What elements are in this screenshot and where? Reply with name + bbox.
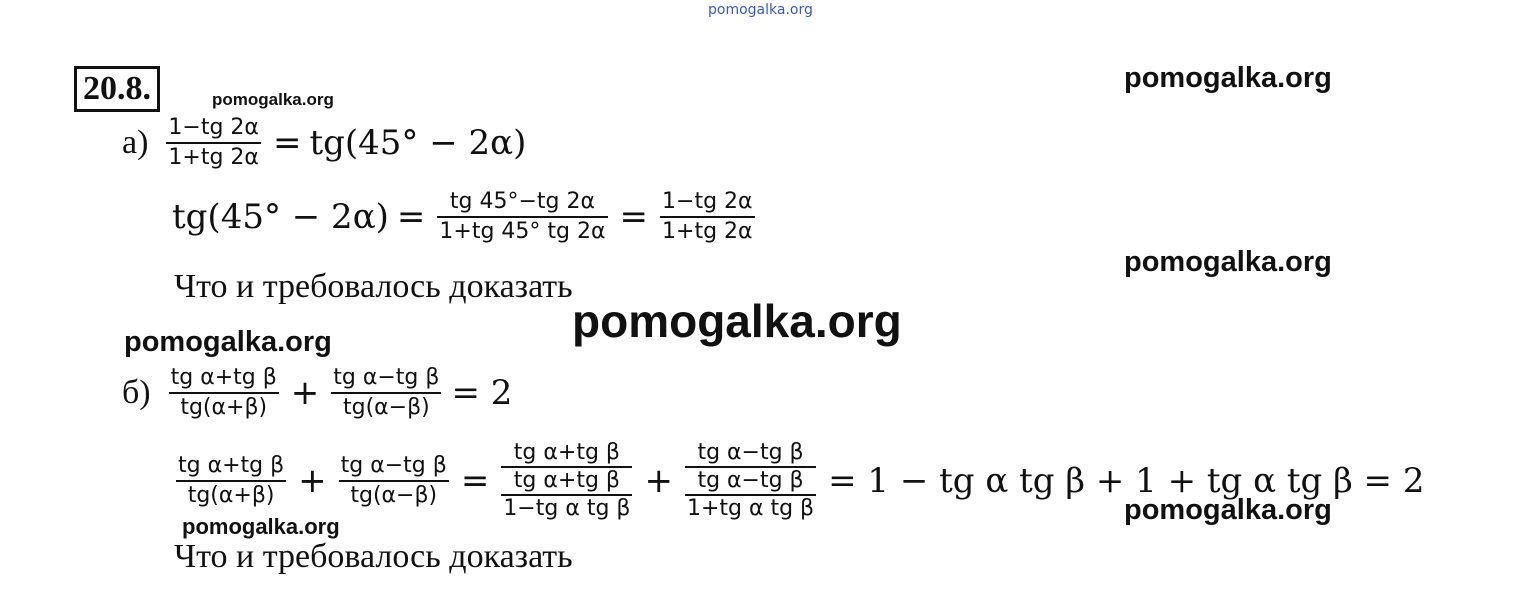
part-b-line2-fraction-1 [176, 452, 286, 510]
fraction-numerator: tg α−tg β [340, 453, 447, 478]
part-a-line2-fraction-1 [437, 188, 607, 246]
fraction-numerator: tg α−tg β [333, 365, 440, 390]
part-b-rhs: = 2 [451, 373, 513, 413]
part-b-line2-nested-fraction-2 [685, 440, 816, 522]
part-b-fraction-1 [169, 364, 279, 422]
part-b-fraction-2 [331, 364, 441, 422]
part-a-line2-fraction-2 [660, 188, 755, 246]
part-a-rhs: tg(45° − 2α) [309, 123, 527, 163]
watermark-right-3: pomogalka.org [1124, 494, 1332, 526]
watermark-left-mid: pomogalka.org [124, 326, 332, 358]
part-a-label: а) [122, 124, 149, 161]
fraction-numerator: tg 45°−tg 2α [449, 189, 596, 214]
fraction-denominator: 1−tg α tg β [503, 496, 631, 521]
watermark-right-2: pomogalka.org [1124, 246, 1332, 278]
watermark-left-bottom: pomogalka.org [182, 514, 340, 539]
equals-sign: = [272, 123, 302, 163]
part-b-line2-result: = 1 − tg α tg β + 1 + tg α tg β = 2 [828, 461, 1425, 501]
plus-sign: + [290, 373, 320, 413]
fraction-denominator: tg(α+β) [180, 395, 268, 420]
part-b-conclusion: Что и требовалось доказать [174, 538, 573, 575]
fraction-numerator: 1−tg 2α [662, 189, 753, 214]
part-a-line2-lhs: tg(45° − 2α) [172, 197, 389, 237]
plus-sign: + [644, 461, 673, 501]
fraction-denominator: tg(α−β) [350, 483, 438, 508]
fraction-denominator: tg(α+β) [187, 483, 275, 508]
fraction-numerator: tg α+tg β [513, 440, 620, 465]
part-b-line2-nested-fraction-1 [501, 440, 632, 522]
equals-sign: = [460, 461, 490, 501]
part-b-line-2 [172, 440, 1425, 522]
problem-number: 20.8. [74, 66, 160, 112]
equals-sign: = [396, 197, 426, 237]
watermark-small-header: pomogalka.org [212, 90, 334, 109]
part-a-conclusion: Что и требовалось доказать [174, 268, 573, 305]
fraction-denominator: 1+tg 2α [168, 145, 259, 170]
plus-sign: + [298, 461, 327, 501]
part-a-line-1 [122, 114, 526, 172]
watermark-top: pomogalka.org [708, 2, 813, 18]
fraction-numerator: tg α−tg β [697, 440, 804, 465]
fraction-numerator: 1−tg 2α [168, 115, 259, 140]
fraction-numerator: tg α+tg β [178, 453, 285, 478]
watermark-right-1: pomogalka.org [1124, 62, 1332, 94]
watermark-center: pomogalka.org [572, 295, 902, 347]
fraction-denominator: 1+tg α tg β [686, 496, 815, 521]
fraction-denominator: 1+tg 45° tg 2α [439, 219, 606, 244]
fraction-denominator: 1+tg 2α [662, 219, 753, 244]
part-b-line-1 [122, 364, 512, 422]
fraction-numerator: tg α−tg β [697, 468, 804, 493]
fraction-denominator: tg(α−β) [342, 395, 430, 420]
part-b-label: б) [122, 374, 151, 411]
part-a-line-2 [172, 188, 759, 246]
part-b-line2-fraction-2 [339, 452, 449, 510]
part-a-lhs-fraction [166, 114, 261, 172]
inner-fraction [685, 468, 816, 522]
fraction-numerator: tg α+tg β [170, 365, 277, 390]
equals-sign: = [619, 197, 649, 237]
fraction-numerator: tg α+tg β [513, 468, 620, 493]
inner-fraction [501, 468, 632, 522]
